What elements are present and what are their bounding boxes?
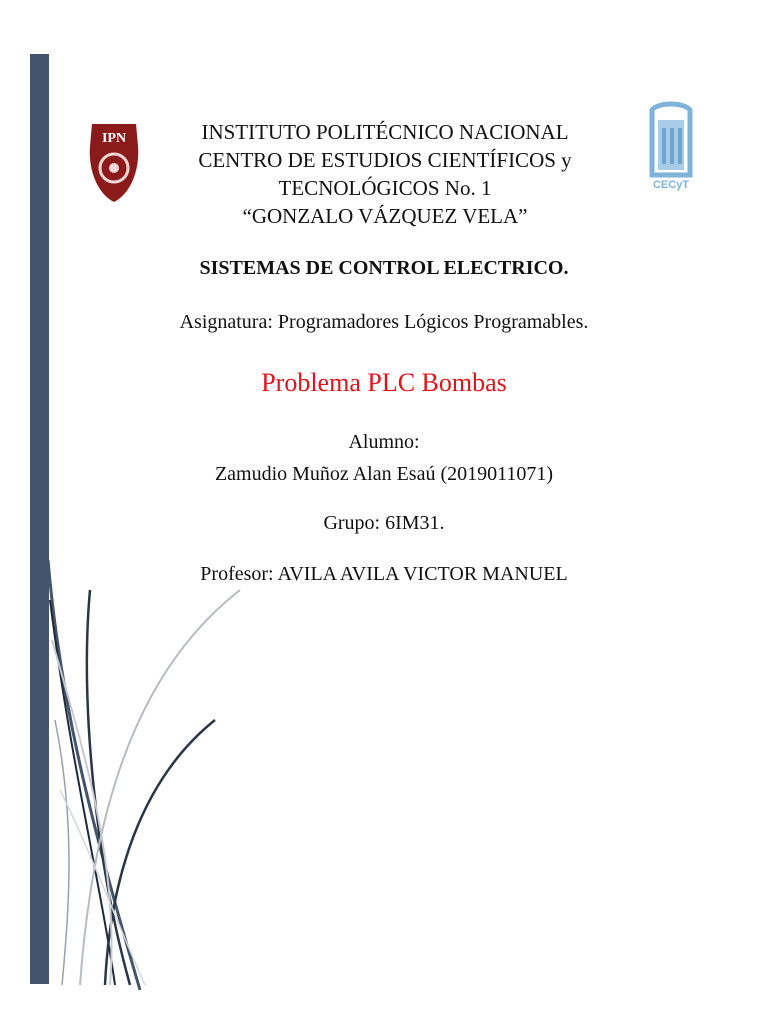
institution-line-3: TECNOLÓGICOS No. 1	[278, 176, 492, 200]
document-title: Problema PLC Bombas	[261, 368, 507, 397]
group-label: Grupo: 6IM31.	[323, 512, 445, 534]
institution-line-2: CENTRO DE ESTUDIOS CIENTÍFICOS y	[198, 148, 572, 172]
institution-line-4: “GONZALO VÁZQUEZ VELA”	[242, 204, 528, 228]
cecyt-logo-icon	[640, 100, 702, 202]
cecyt-logo-text: CECyT	[652, 179, 690, 191]
student-label: Alumno:	[348, 431, 420, 453]
institution-line-1: INSTITUTO POLITÉCNICO NACIONAL	[201, 120, 569, 144]
ipn-logo-text: IPN	[101, 131, 127, 146]
student-name: Zamudio Muñoz Alan Esaú (2019011071)	[214, 463, 554, 485]
subject-area: SISTEMAS DE CONTROL ELECTRICO.	[199, 257, 569, 279]
course-name: Asignatura: Programadores Lógicos Programables.	[179, 311, 589, 333]
professor-name: Profesor: AVILA AVILA VICTOR MANUEL	[200, 563, 568, 585]
